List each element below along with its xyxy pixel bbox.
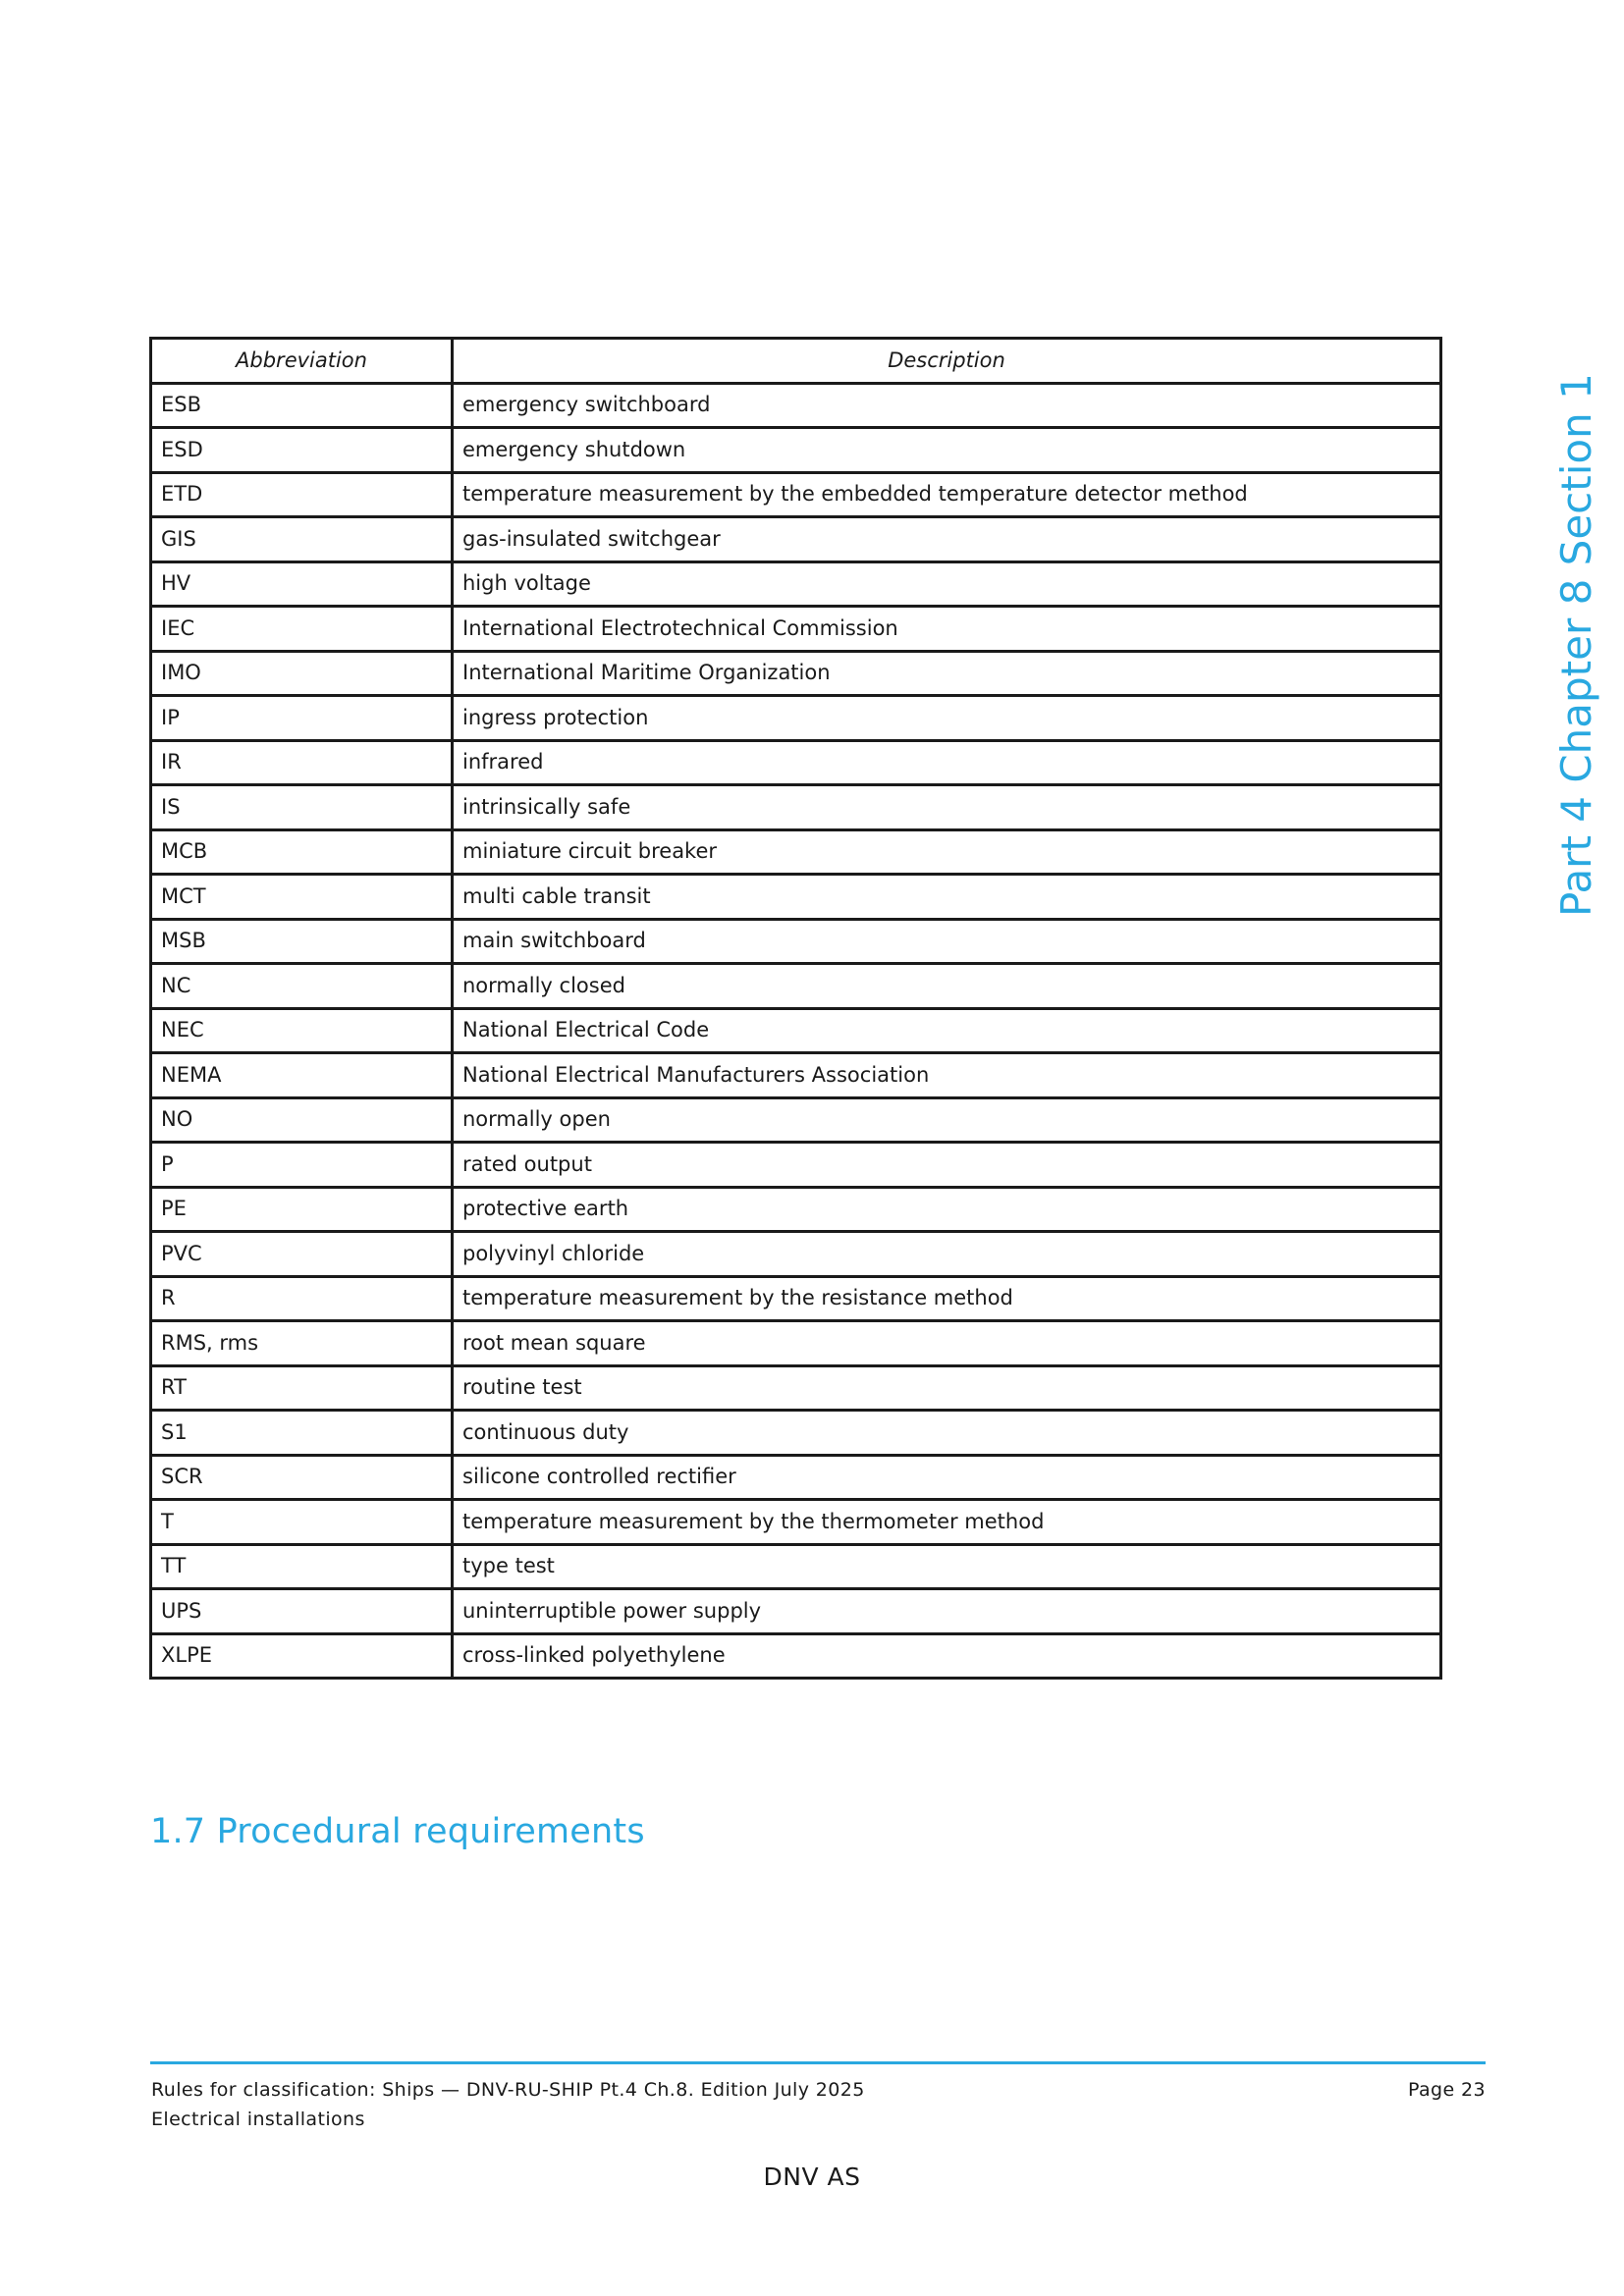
abbreviation-cell: ESD bbox=[151, 428, 453, 473]
table-row bbox=[151, 1321, 1441, 1366]
footer-subject-line: Electrical installations bbox=[151, 2109, 365, 2130]
table-row bbox=[151, 875, 1441, 920]
abbreviation-cell: NC bbox=[151, 964, 453, 1009]
footer-document-info bbox=[151, 2075, 865, 2134]
side-chapter-label: Part 4 Chapter 8 Section 1 bbox=[1552, 373, 1600, 917]
table-row bbox=[151, 1589, 1441, 1634]
description-cell: temperature measurement by the thermometer method bbox=[453, 1500, 1441, 1545]
description-cell: gas-insulated switchgear bbox=[453, 517, 1441, 562]
section-heading: 1.7 Procedural requirements bbox=[150, 1812, 645, 1851]
abbreviation-cell: NO bbox=[151, 1097, 453, 1143]
description-cell: protective earth bbox=[453, 1187, 1441, 1232]
description-cell: intrinsically safe bbox=[453, 785, 1441, 830]
table-row bbox=[151, 1455, 1441, 1500]
description-cell: silicone controlled rectifier bbox=[453, 1455, 1441, 1500]
table-row bbox=[151, 1276, 1441, 1321]
table-row bbox=[151, 919, 1441, 964]
description-cell: National Electrical Manufacturers Association bbox=[453, 1053, 1441, 1098]
description-cell: type test bbox=[453, 1544, 1441, 1589]
description-cell: emergency switchboard bbox=[453, 383, 1441, 428]
abbreviation-cell: IP bbox=[151, 696, 453, 741]
abbreviation-header: Abbreviation bbox=[151, 339, 453, 384]
table-row bbox=[151, 1143, 1441, 1188]
table-row bbox=[151, 1232, 1441, 1277]
abbreviation-cell: S1 bbox=[151, 1411, 453, 1456]
description-cell: continuous duty bbox=[453, 1411, 1441, 1456]
description-cell: polyvinyl chloride bbox=[453, 1232, 1441, 1277]
company-name: DNV AS bbox=[763, 2163, 861, 2191]
abbreviations-table bbox=[149, 337, 1442, 1680]
abbreviation-cell: IEC bbox=[151, 607, 453, 652]
description-cell: temperature measurement by the resistance method bbox=[453, 1276, 1441, 1321]
table-row bbox=[151, 607, 1441, 652]
abbreviation-cell: MSB bbox=[151, 919, 453, 964]
description-cell: International Electrotechnical Commission bbox=[453, 607, 1441, 652]
abbreviation-cell: IMO bbox=[151, 651, 453, 696]
abbreviation-cell: R bbox=[151, 1276, 453, 1321]
description-cell: International Maritime Organization bbox=[453, 651, 1441, 696]
table-row bbox=[151, 696, 1441, 741]
description-cell: infrared bbox=[453, 740, 1441, 785]
table-row bbox=[151, 1633, 1441, 1679]
table-row bbox=[151, 383, 1441, 428]
table-row bbox=[151, 651, 1441, 696]
abbreviation-cell: MCB bbox=[151, 829, 453, 875]
description-cell: miniature circuit breaker bbox=[453, 829, 1441, 875]
description-cell: routine test bbox=[453, 1365, 1441, 1411]
abbreviation-cell: TT bbox=[151, 1544, 453, 1589]
table-header-row bbox=[151, 339, 1441, 384]
page-number: Page 23 bbox=[1407, 2079, 1486, 2101]
abbreviation-cell: MCT bbox=[151, 875, 453, 920]
abbreviation-cell: NEMA bbox=[151, 1053, 453, 1098]
abbreviation-cell: PVC bbox=[151, 1232, 453, 1277]
description-cell: National Electrical Code bbox=[453, 1008, 1441, 1053]
table-row bbox=[151, 561, 1441, 607]
abbreviation-cell: IR bbox=[151, 740, 453, 785]
abbreviation-cell: UPS bbox=[151, 1589, 453, 1634]
table-body bbox=[151, 383, 1441, 1679]
description-cell: emergency shutdown bbox=[453, 428, 1441, 473]
table-row bbox=[151, 1008, 1441, 1053]
table-row bbox=[151, 1544, 1441, 1589]
table-row bbox=[151, 785, 1441, 830]
abbreviation-cell: SCR bbox=[151, 1455, 453, 1500]
footer-rules-line: Rules for classification: Ships — DNV-RU-SHIP Pt.4 Ch.8. Edition July 2025 bbox=[151, 2079, 865, 2101]
description-cell: ingress protection bbox=[453, 696, 1441, 741]
table-row bbox=[151, 1187, 1441, 1232]
abbreviation-cell: T bbox=[151, 1500, 453, 1545]
table-row bbox=[151, 1500, 1441, 1545]
table-row bbox=[151, 472, 1441, 517]
description-cell: rated output bbox=[453, 1143, 1441, 1188]
abbreviation-cell: ESB bbox=[151, 383, 453, 428]
table-row bbox=[151, 428, 1441, 473]
abbreviation-cell: ETD bbox=[151, 472, 453, 517]
abbreviation-cell: HV bbox=[151, 561, 453, 607]
table-row bbox=[151, 964, 1441, 1009]
abbreviation-cell: NEC bbox=[151, 1008, 453, 1053]
description-cell: normally closed bbox=[453, 964, 1441, 1009]
description-cell: multi cable transit bbox=[453, 875, 1441, 920]
description-cell: main switchboard bbox=[453, 919, 1441, 964]
table-row bbox=[151, 1053, 1441, 1098]
description-cell: cross-linked polyethylene bbox=[453, 1633, 1441, 1679]
abbreviation-cell: RT bbox=[151, 1365, 453, 1411]
table-row bbox=[151, 829, 1441, 875]
table-row bbox=[151, 740, 1441, 785]
abbreviation-cell: P bbox=[151, 1143, 453, 1188]
abbreviation-cell: GIS bbox=[151, 517, 453, 562]
abbreviation-cell: RMS, rms bbox=[151, 1321, 453, 1366]
table-row bbox=[151, 1411, 1441, 1456]
abbreviation-cell: XLPE bbox=[151, 1633, 453, 1679]
table-row bbox=[151, 517, 1441, 562]
description-cell: root mean square bbox=[453, 1321, 1441, 1366]
description-header: Description bbox=[453, 339, 1441, 384]
table-row bbox=[151, 1365, 1441, 1411]
abbreviation-cell: PE bbox=[151, 1187, 453, 1232]
description-cell: normally open bbox=[453, 1097, 1441, 1143]
table-row bbox=[151, 1097, 1441, 1143]
description-cell: high voltage bbox=[453, 561, 1441, 607]
description-cell: temperature measurement by the embedded temperature detector method bbox=[453, 472, 1441, 517]
description-cell: uninterruptible power supply bbox=[453, 1589, 1441, 1634]
footer-divider bbox=[150, 2061, 1486, 2064]
abbreviation-cell: IS bbox=[151, 785, 453, 830]
